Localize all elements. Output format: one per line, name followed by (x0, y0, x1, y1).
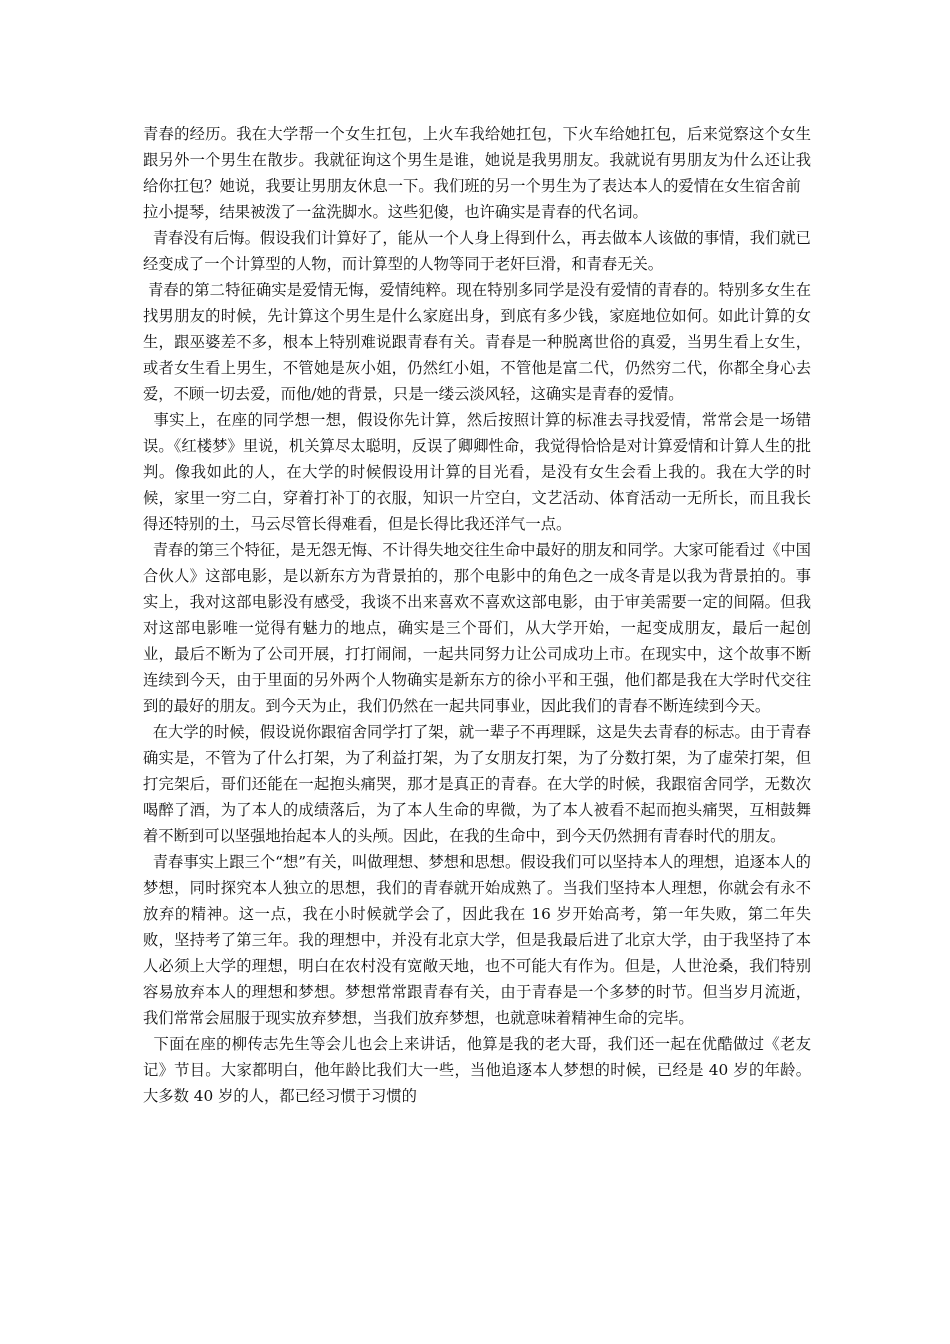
paragraph-liu-chuanzhi: 下面在座的柳传志先生等会儿也会上来讲话，他算是我的老大哥，我们还一起在优酷做过《老友记》节目。大家都明白，他年龄比我们大一些，当他追逐本人梦想的时候，已经是 40 岁的年龄。大多数 40 岁的人，都已经习惯于习惯的 (143, 1035, 811, 1105)
paragraph-no-regret: 青春没有后悔。假设我们计算好了，能从一个人身上得到什么，再去做本人该做的事情，我们就已经变成了一个计算型的人物，而计算型的人物等同于老奸巨滑，和青春无关。 (143, 229, 811, 273)
paragraph-second-feature-love: 青春的第二特征确实是爱情无悔，爱情纯粹。现在特别多同学是没有爱情的青春的。特别多女生在找男朋友的时候，先计算这个男生是什么家庭出身，到底有多少钱，家庭地位如何。如此计算的女生，跟巫婆差不多，根本上特别难说跟青春有关。青春是一种脱离世俗的真爱，当男生看上女生，或者女生看上男生，不管她是灰小姐，仍然红小姐，不管他是富二代，仍然穷二代，你都全身心去爱，不顾一切去爱，而他/她的背景，只是一缕云淡风轻，这确实是青春的爱情。 (143, 281, 811, 403)
document-body (143, 121, 811, 1109)
paragraph-third-feature-friends: 青春的第三个特征，是无怨无悔、不计得失地交往生命中最好的朋友和同学。大家可能看过《中国合伙人》这部电影，是以新东方为背景拍的，那个电影中的角色之一成冬青是以我为背景拍的。事实上，我对这部电影没有感受，我谈不出来喜欢不喜欢这部电影，由于审美需要一定的间隔。但我对这部电影唯一觉得有魅力的地点，确实是三个哥们，从大学开始，一起变成朋友，最后一起创业，最后不断为了公司开展，打打闹闹，一起共同努力让公司成功上市。在现实中，这个故事不断连续到今天，由于里面的另外两个人物确实是新东方的徐小平和王强，他们都是我在大学时代交往到的最好的朋友。到今天为止，我们仍然在一起共同事业，因此我们的青春不断连续到今天。 (143, 541, 811, 715)
paragraph-calculation-critique: 事实上，在座的同学想一想，假设你先计算，然后按照计算的标准去寻找爱情，常常会是一场错误。《红楼梦》里说，机关算尽太聪明，反误了卿卿性命，我觉得恰恰是对计算爱情和计算人生的批判。像我如此的人，在大学的时候假设用计算的目光看，是没有女生会看上我的。我在大学的时候，家里一穷二白，穿着打补丁的衣服，知识一片空白，文艺活动、体育活动一无所长，而且我长得还特别的土，马云尽管长得难看，但是长得比我还洋气一点。 (143, 411, 811, 533)
paragraph-three-thoughts: 青春事实上跟三个“想”有关，叫做理想、梦想和思想。假设我们可以坚持本人的理想，追逐本人的梦想，同时探究本人独立的思想，我们的青春就开始成熟了。当我们坚持本人理想，你就会有永不放弃的精神。这一点，我在小时候就学会了，因此我在 16 岁开始高考，第一年失败，第二年失败，坚持考了第三年。我的理想中，并没有北京大学，但是我最后进了北京大学，由于我坚持了本人必须上大学的理想，明白在农村没有宽敞天地，也不可能大有作为。但是，人世沧桑，我们特别容易放弃本人的理想和梦想。梦想常常跟青春有关，由于青春是一个多梦的时节。但当岁月流逝，我们常常会屈服于现实放弃梦想，当我们放弃梦想，也就意味着精神生命的完毕。 (143, 853, 811, 1027)
paragraph-dorm-friendship: 在大学的时候，假设说你跟宿舍同学打了架，就一辈子不再理睬，这是失去青春的标志。由于青春确实是，不管为了什么打架，为了利益打架，为了女朋友打架，为了分数打架，为了虚荣打架，但打完架后，哥们还能在一起抱头痛哭，那才是真正的青春。在大学的时候，我跟宿舍同学，无数次喝醉了酒，为了本人的成绩落后，为了本人生命的卑微，为了本人被看不起而抱头痛哭，互相鼓舞着不断到可以坚强地抬起本人的头颅。因此，在我的生命中，到今天仍然拥有青春时代的朋友。 (143, 723, 811, 845)
paragraph-youth-experience: 青春的经历。我在大学帮一个女生扛包，上火车我给她扛包，下火车给她扛包，后来觉察这个女生跟另外一个男生在散步。我就征询这个男生是谁，她说是我男朋友。我就说有男朋友为什么还让我给你扛包？她说，我要让男朋友休息一下。我们班的另一个男生为了表达本人的爱情在女生宿舍前 (143, 125, 811, 195)
paragraph-violin-anecdote: 拉小提琴，结果被泼了一盆洗脚水。这些犯傻，也许确实是青春的代名词。 (143, 203, 648, 221)
